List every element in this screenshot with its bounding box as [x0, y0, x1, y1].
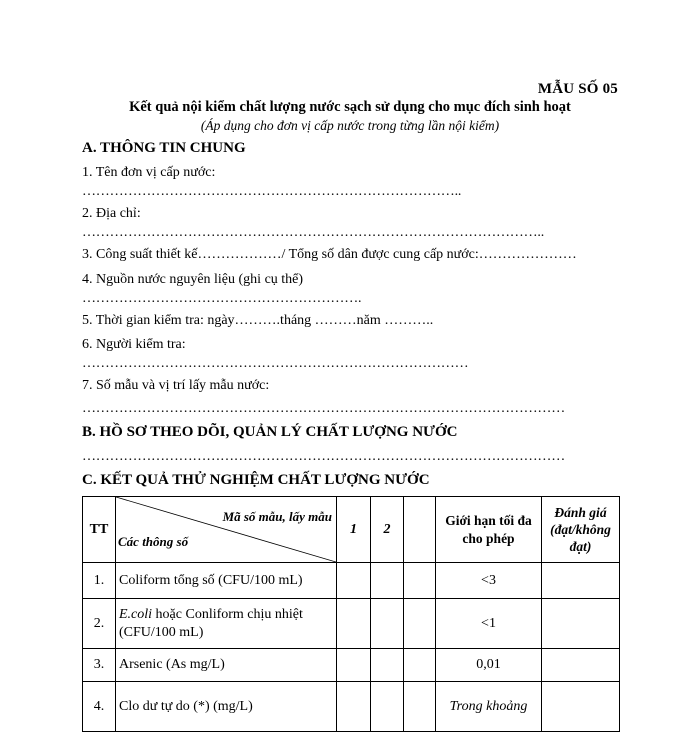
table-row — [83, 682, 620, 732]
row-parameter: Coliform tổng số (CFU/100 mL) — [116, 563, 337, 599]
field-raw-water-source-label: 4. Nguồn nước nguyên liệu (ghi cụ thể) — [82, 272, 304, 287]
header-tt: TT — [83, 497, 116, 563]
row-sample-1-value — [337, 682, 371, 732]
header-sample-1: 1 — [337, 497, 371, 563]
field-samples-location-label: 7. Số mẫu và vị trí lấy mẫu nước: — [82, 378, 270, 393]
field-samples-location-blank: …………………………………………………………………………………………… — [82, 401, 566, 416]
table-row — [83, 563, 620, 599]
field-supplier-name-label: 1. Tên đơn vị cấp nước: — [82, 165, 216, 180]
header-diagonal-line — [116, 497, 336, 562]
table-header-row — [83, 497, 620, 563]
field-address-label: 2. Địa chỉ: — [82, 206, 141, 221]
header-limit — [436, 497, 542, 563]
row-sample-2-value — [371, 599, 404, 649]
field-capacity-population: 3. Công suất thiết kế………………/ Tổng số dân được cung cấp nước:………………… — [82, 247, 577, 262]
row-number: 3. — [83, 649, 116, 682]
row-sample-extra-value — [404, 682, 436, 732]
field-inspector-blank: ………………………………………………………………………… — [82, 356, 469, 371]
row-parameter-ecoli: E.coli — [119, 606, 153, 622]
row-limit: Trong khoảng — [436, 682, 542, 732]
document-subtitle: (Áp dụng cho đơn vị cấp nước trong từng lần nội kiểm) — [200, 118, 500, 133]
header-params: Các thông số — [118, 534, 189, 549]
header-sample-code: Mã số mẫu, lấy mẫu — [222, 509, 332, 524]
header-sample-2: 2 — [371, 497, 404, 563]
section-a-heading: A. THÔNG TIN CHUNG — [82, 140, 246, 156]
field-raw-water-source-blank: ……………………………………………………. — [82, 291, 362, 306]
field-supplier-name-blank: ……………………………………………………………………….. — [82, 184, 462, 199]
row-sample-2-value — [371, 563, 404, 599]
row-sample-2-value — [371, 682, 404, 732]
form-number: MẪU SỐ 05 — [537, 81, 618, 97]
section-b-blank: …………………………………………………………………………………………… — [82, 449, 566, 464]
row-sample-1-value — [337, 649, 371, 682]
row-evaluation — [542, 563, 620, 599]
results-table — [82, 496, 620, 732]
row-sample-extra-value — [404, 563, 436, 599]
row-evaluation — [542, 682, 620, 732]
header-sample-params — [116, 497, 337, 563]
header-eval-line1: Đánh giá — [554, 505, 607, 520]
field-inspector-label: 6. Người kiểm tra: — [82, 337, 186, 352]
row-parameter: Clo dư tự do (*) (mg/L) — [116, 682, 337, 732]
header-eval-line2: (đạt/không — [550, 522, 611, 537]
row-parameter — [116, 599, 337, 649]
row-limit: <3 — [436, 563, 542, 599]
row-evaluation — [542, 599, 620, 649]
row-evaluation — [542, 649, 620, 682]
row-number: 4. — [83, 682, 116, 732]
header-sample-empty — [404, 497, 436, 563]
section-c-heading: C. KẾT QUẢ THỬ NGHIỆM CHẤT LƯỢNG NƯỚC — [82, 472, 430, 488]
field-inspection-date: 5. Thời gian kiểm tra: ngày……….tháng ………năm ……….. — [82, 313, 434, 328]
row-number: 1. — [83, 563, 116, 599]
header-eval-line3: đạt) — [569, 539, 592, 554]
document-title: Kết quả nội kiểm chất lượng nước sạch sử dụng cho mục đích sinh hoạt — [129, 99, 571, 115]
row-sample-1-value — [337, 599, 371, 649]
field-address-blank: ……………………………………………………………………………………….. — [82, 225, 545, 240]
row-parameter-unit: (CFU/100 mL) — [119, 624, 204, 640]
table-row — [83, 649, 620, 682]
row-number: 2. — [83, 599, 116, 649]
table-row — [83, 599, 620, 649]
row-parameter: Arsenic (As mg/L) — [116, 649, 337, 682]
header-limit-line2: cho phép — [462, 530, 515, 546]
row-limit: 0,01 — [436, 649, 542, 682]
row-sample-extra-value — [404, 599, 436, 649]
row-sample-1-value — [337, 563, 371, 599]
row-parameter-rest: hoặc Conliform chịu nhiệt — [152, 606, 303, 622]
header-evaluation — [542, 497, 620, 563]
row-sample-2-value — [371, 649, 404, 682]
section-b-heading: B. HỒ SƠ THEO DÕI, QUẢN LÝ CHẤT LƯỢNG NƯỚC — [82, 424, 458, 440]
row-limit: <1 — [436, 599, 542, 649]
header-limit-line1: Giới hạn tối đa — [445, 512, 532, 528]
row-sample-extra-value — [404, 649, 436, 682]
